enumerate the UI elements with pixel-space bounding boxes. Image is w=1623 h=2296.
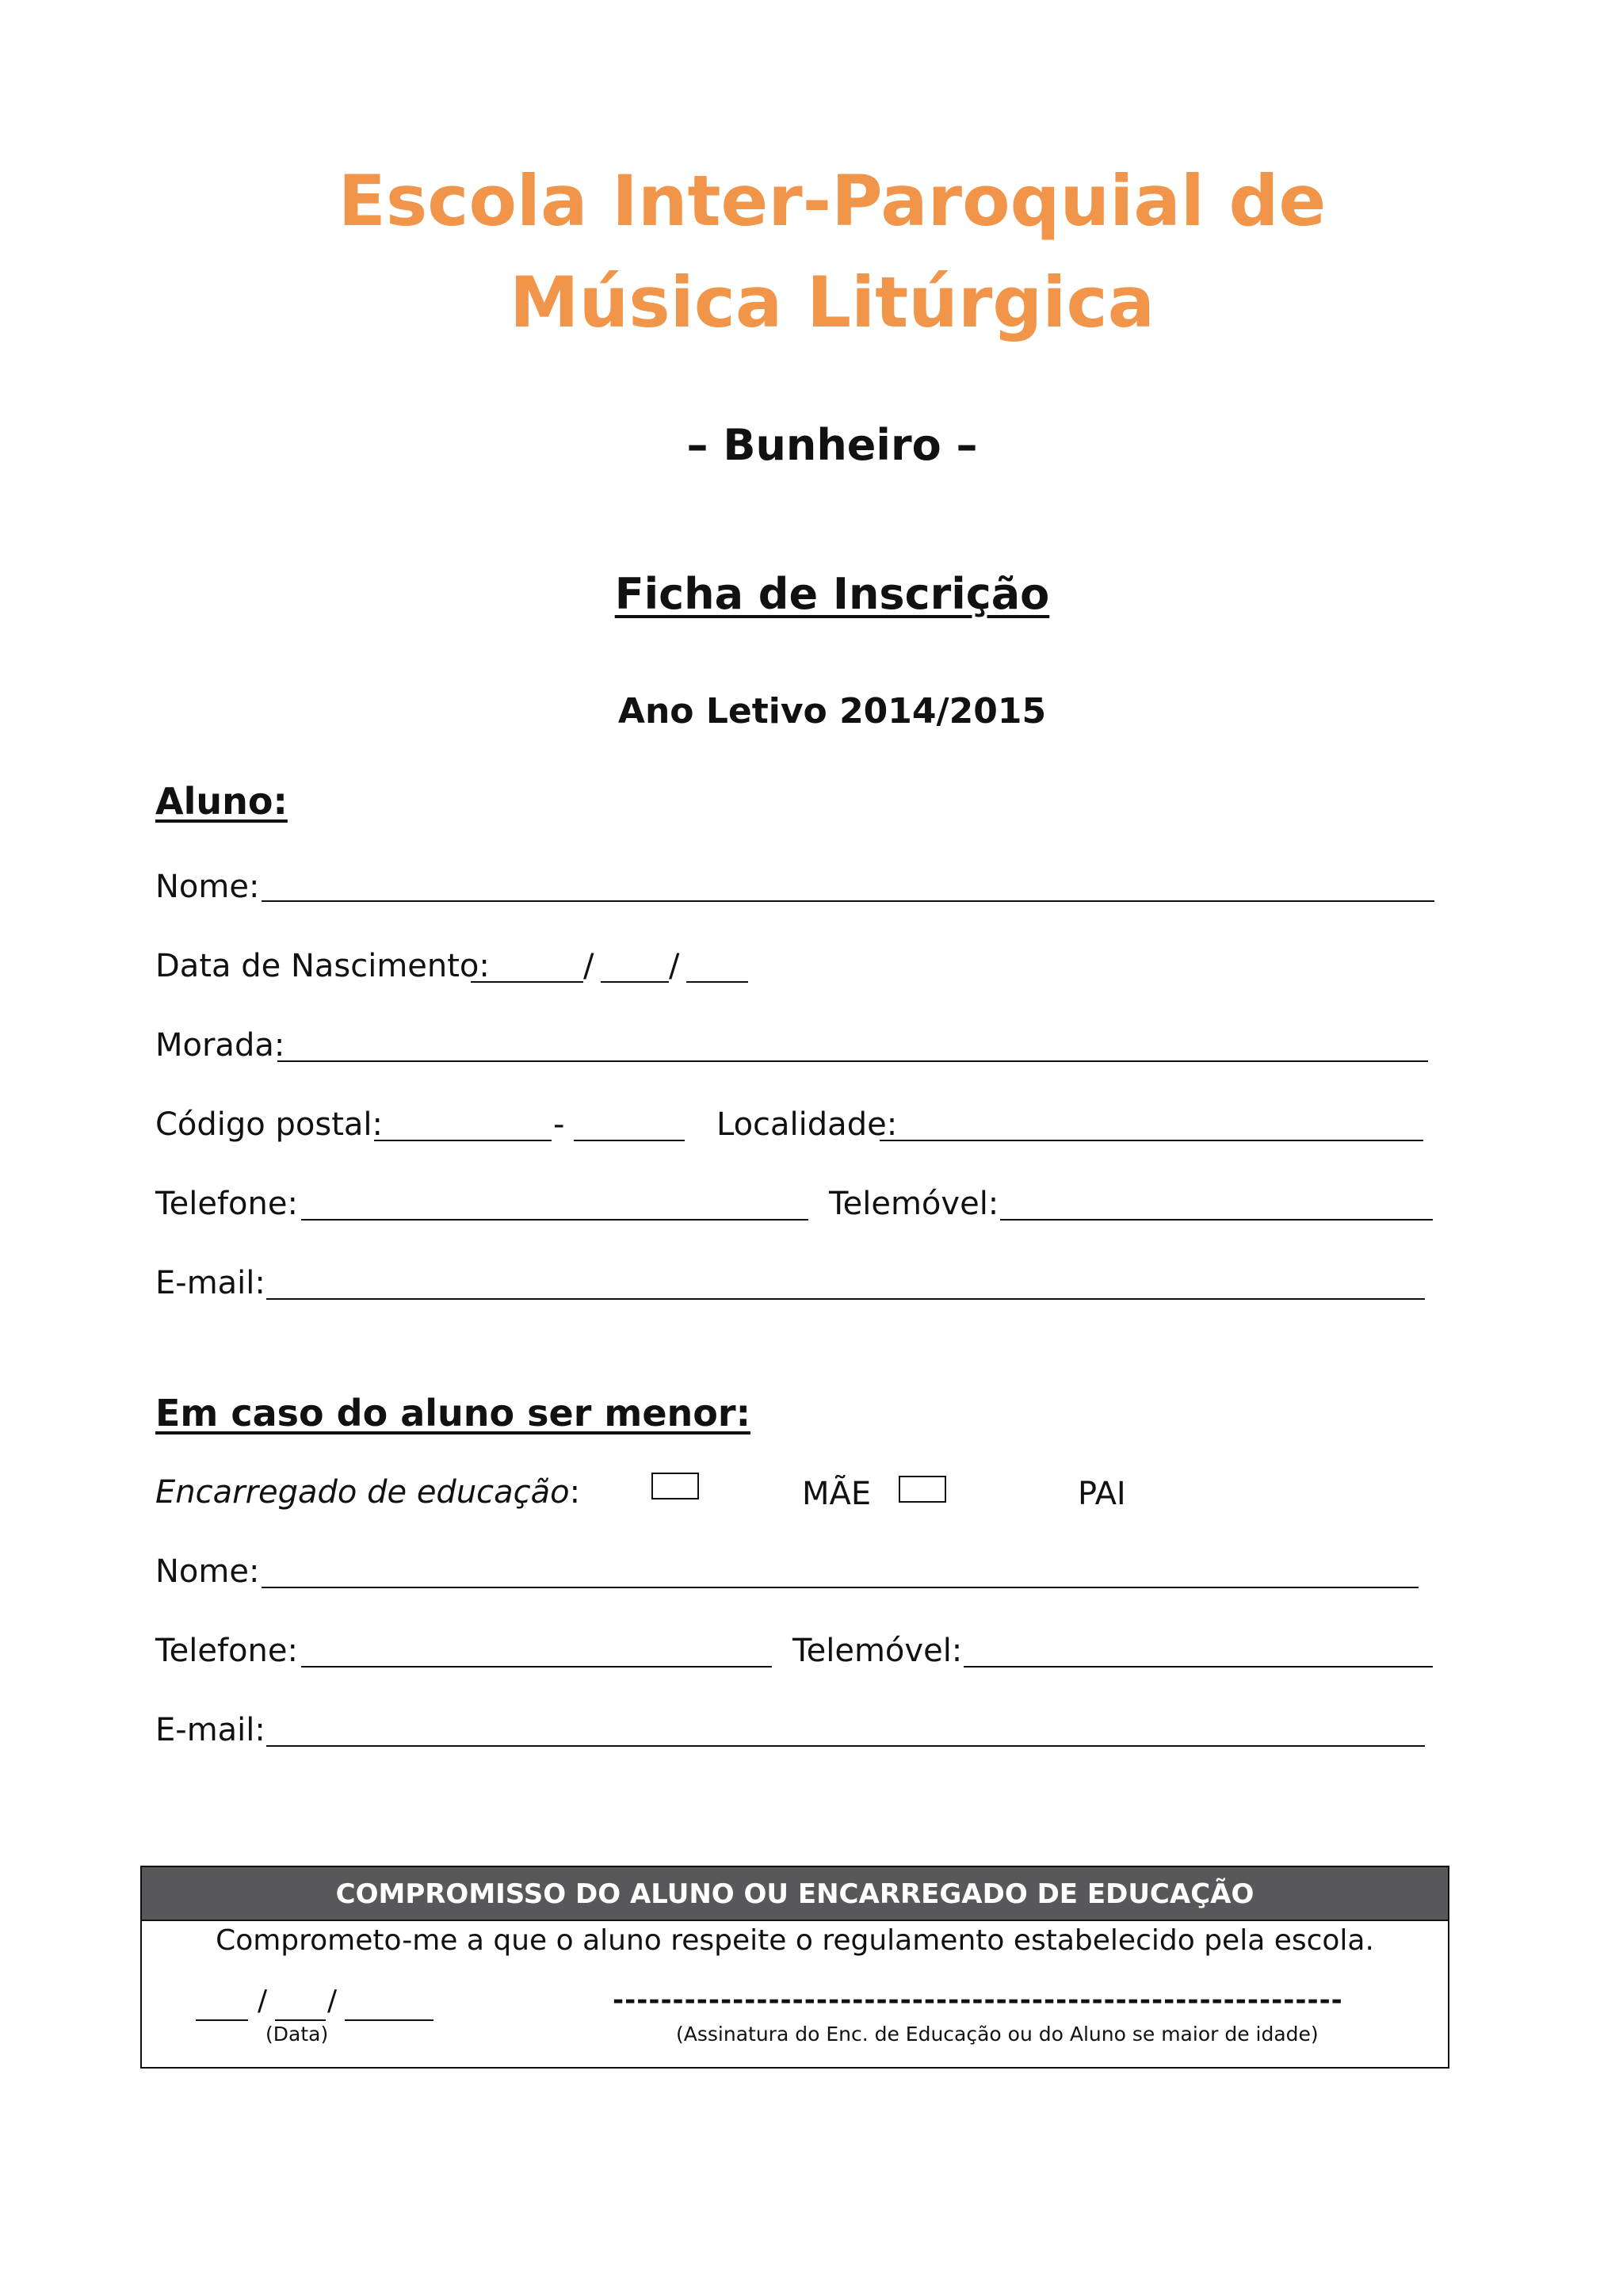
aluno-postal-code-suffix-field[interactable] (574, 1140, 685, 1141)
encarregado-email-field[interactable] (266, 1745, 1425, 1747)
encarregado-nome-label: Nome: (155, 1553, 260, 1590)
aluno-telefone-field[interactable] (301, 1219, 808, 1221)
encarregado-label-colon: : (569, 1474, 581, 1511)
signature-field[interactable]: ------------------------------------------------------------- (613, 1985, 1343, 2016)
aluno-telemovel-label: Telemóvel: (829, 1186, 999, 1222)
compromisso-box (140, 1866, 1449, 2069)
encarregado-telefone-label: Telefone: (155, 1633, 298, 1669)
sign-date-separator: / (327, 1985, 338, 2017)
compromisso-heading: COMPROMISSO DO ALUNO OU ENCARREGADO DE EDUCAÇÃO (142, 1867, 1448, 1921)
compromisso-text: Comprometo-me a que o aluno respeite o regulamento estabelecido pela escola. (216, 1924, 1374, 1957)
aluno-birth-year-field[interactable] (686, 981, 748, 983)
aluno-nome-label: Nome: (155, 869, 260, 905)
signature-caption: (Assinatura do Enc. de Educação ou do Aluno se maior de idade) (676, 2023, 1319, 2046)
section-aluno-title: Aluno: (155, 780, 288, 823)
aluno-localidade-field[interactable] (880, 1140, 1423, 1141)
aluno-telemovel-field[interactable] (1000, 1219, 1433, 1221)
encarregado-nome-field[interactable] (262, 1587, 1419, 1588)
aluno-birth-day-field[interactable] (471, 981, 583, 983)
date-caption: (Data) (265, 2023, 329, 2046)
aluno-data-nascimento-label: Data de Nascimento: (155, 948, 490, 984)
encarregado-label-text: Encarregado de educação (155, 1474, 570, 1511)
sign-date-month-field[interactable] (275, 2019, 326, 2021)
pai-label: PAI (1078, 1476, 1126, 1512)
aluno-morada-label: Morada: (155, 1027, 285, 1064)
aluno-email-label: E-mail: (155, 1265, 265, 1301)
date-separator: / (583, 948, 594, 984)
encarregado-telefone-field[interactable] (301, 1666, 772, 1668)
mae-label: MÃE (802, 1476, 872, 1512)
aluno-codigo-postal-label: Código postal: (155, 1106, 383, 1143)
mae-checkbox[interactable] (651, 1473, 699, 1499)
sign-date-day-field[interactable] (196, 2019, 248, 2021)
postal-separator: - (553, 1106, 565, 1143)
aluno-email-field[interactable] (266, 1298, 1425, 1300)
school-title-line2: Música Litúrgica (510, 262, 1155, 343)
aluno-morada-field[interactable] (277, 1060, 1428, 1062)
school-title-line1: Escola Inter-Paroquial de (338, 160, 1327, 242)
aluno-localidade-label: Localidade: (716, 1106, 898, 1143)
sign-date-year-field[interactable] (345, 2019, 433, 2021)
encarregado-telemovel-field[interactable] (964, 1666, 1433, 1668)
location-subtitle: – Bunheiro – (686, 420, 978, 470)
sign-date-separator: / (258, 1985, 268, 2017)
section-encarregado-title: Em caso do aluno ser menor: (155, 1392, 750, 1435)
encarregado-email-label: E-mail: (155, 1712, 265, 1748)
encarregado-telemovel-label: Telemóvel: (792, 1633, 963, 1669)
aluno-postal-code-prefix-field[interactable] (374, 1140, 552, 1141)
form-title: Ficha de Inscrição (614, 569, 1050, 619)
date-separator: / (669, 948, 680, 984)
encarregado-label (155, 1474, 580, 1511)
school-year: Ano Letivo 2014/2015 (617, 691, 1047, 732)
aluno-nome-field[interactable] (262, 900, 1434, 902)
aluno-telefone-label: Telefone: (155, 1186, 298, 1222)
pai-checkbox[interactable] (899, 1476, 946, 1503)
aluno-birth-month-field[interactable] (601, 981, 669, 983)
